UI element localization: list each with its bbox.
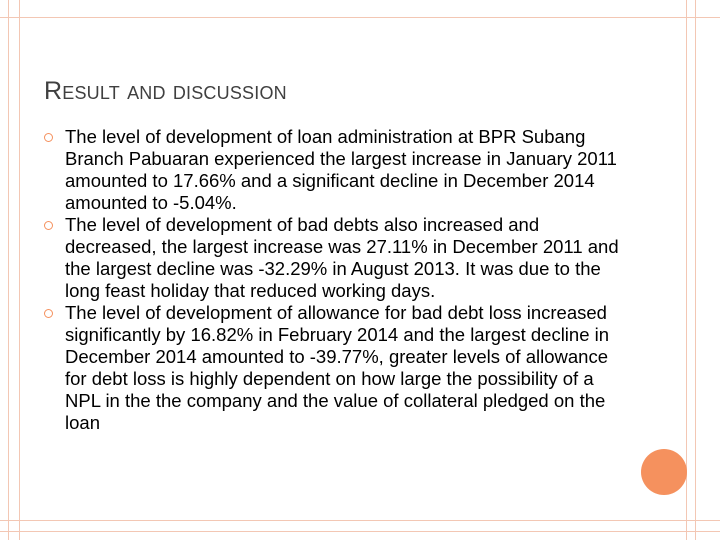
decorative-border-left — [8, 0, 20, 540]
bullet-text: The level of development of loan administration at BPR Subang Branch Pabuaran experienced the largest increase in January 2011 amounted to 17.66% and a significant decline in December 2014 amounted to -5.04%. — [65, 126, 617, 213]
decorative-border-top — [0, 0, 720, 18]
bullet-item — [44, 302, 624, 434]
bullet-text: The level of development of bad debts also increased and decreased, the largest increase was 27.11% in December 2011 and the largest decline was -32.29% in August 2013. It was due to the long feast holiday that reduced working days. — [65, 214, 619, 301]
bullet-list — [44, 126, 624, 434]
bullet-item — [44, 214, 624, 302]
circle-bullet-icon — [44, 309, 53, 318]
circle-bullet-icon — [44, 133, 53, 142]
decorative-border-bottom — [0, 520, 720, 532]
circle-bullet-icon — [44, 221, 53, 230]
bullet-text: The level of development of allowance for bad debt loss increased significantly by 16.82% in February 2014 and the largest decline in December 2014 amounted to -39.77%, greater levels of allowance for debt loss is highly dependent on how large the possibility of a NPL in the the company and the value of collateral pledged on the loan — [65, 302, 610, 433]
decorative-border-right — [686, 0, 696, 540]
orange-circle-accent — [641, 449, 687, 495]
bullet-item — [44, 126, 624, 214]
slide-title: Result and discussion — [44, 77, 287, 105]
